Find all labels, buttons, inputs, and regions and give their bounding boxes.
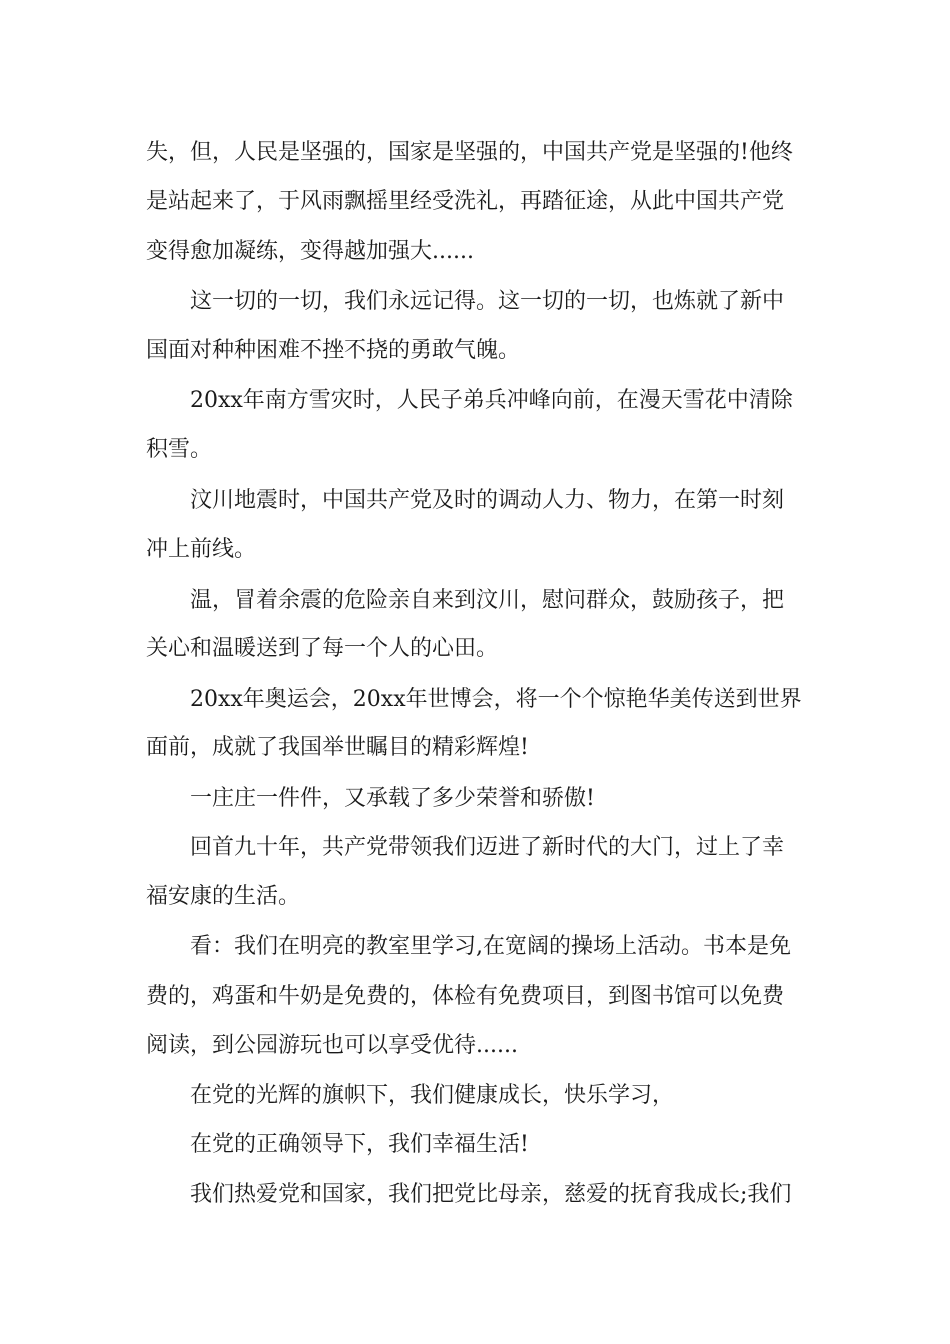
paragraph-first-line: 回首九十年，共产党带领我们迈进了新时代的大门，过上了幸 <box>190 835 785 860</box>
text-line: 是站起来了，于风雨飘摇里经受洗礼，再踏征途，从此中国共产党 <box>146 189 785 214</box>
paragraph-first-line: 温，冒着余震的危险亲自来到汶川，慰问群众，鼓励孩子，把 <box>190 588 785 613</box>
paragraph-first-line: 在党的光辉的旗帜下，我们健康成长，快乐学习， <box>190 1083 675 1108</box>
text-line: 阅读，到公园游玩也可以享受优待...... <box>146 1033 518 1058</box>
text-line: 福安康的生活。 <box>146 884 301 909</box>
text-line: 面前，成就了我国举世瞩目的精彩辉煌! <box>146 735 529 760</box>
text-line: 失，但，人民是坚强的，国家是坚强的，中国共产党是坚强的!他终 <box>146 140 793 165</box>
paragraph-first-line: 一庄庄一件件，又承载了多少荣誉和骄傲! <box>190 786 595 811</box>
text-line: 变得愈加凝练，变得越加强大...... <box>146 239 474 264</box>
text-line: 积雪。 <box>146 437 213 462</box>
paragraph-first-line: 在党的正确领导下，我们幸福生活! <box>190 1132 529 1157</box>
paragraph-first-line: 我们热爱党和国家，我们把党比母亲，慈爱的抚育我成长;我们 <box>190 1182 792 1207</box>
paragraph-first-line: 汶川地震时，中国共产党及时的调动人力、物力，在第一时刻 <box>190 488 785 513</box>
paragraph-first-line: 这一切的一切，我们永远记得。这一切的一切，也炼就了新中 <box>190 289 785 314</box>
text-line: 冲上前线。 <box>146 537 257 562</box>
paragraph-first-line: 20xx年南方雪灾时，人民子弟兵冲峰向前，在漫天雪花中清除 <box>190 388 793 413</box>
paragraph-first-line: 20xx年奥运会，20xx年世博会，将一个个惊艳华美传送到世界 <box>190 687 802 712</box>
text-line: 关心和温暖送到了每一个人的心田。 <box>146 636 499 661</box>
text-line: 国面对种种困难不挫不挠的勇敢气魄。 <box>146 338 521 363</box>
text-line: 费的，鸡蛋和牛奶是免费的，体检有免费项目，到图书馆可以免费 <box>146 984 785 1009</box>
paragraph-first-line: 看：我们在明亮的教室里学习,在宽阔的操场上活动。书本是免 <box>190 934 791 959</box>
